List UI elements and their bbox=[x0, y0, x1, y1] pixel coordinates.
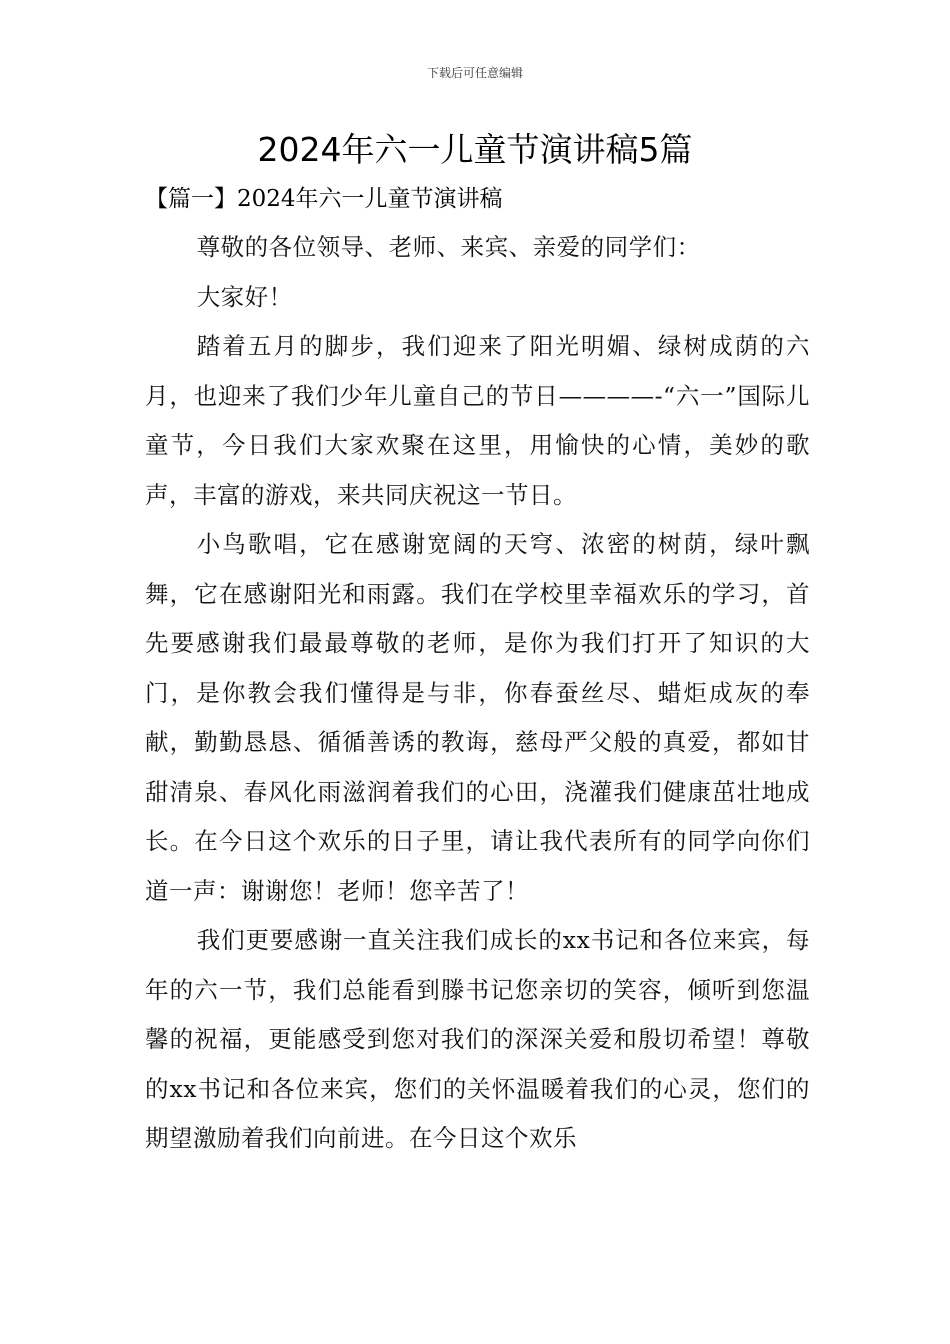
paragraph-greeting: 大家好！ bbox=[196, 282, 293, 311]
paragraph-thanks-guests: 我们更要感谢一直关注我们成长的xx书记和各位来宾，每年的六一节，我们总能看到滕书记您亲切的笑容，倾听到您温馨的祝福，更能感受到您对我们的深深关爱和殷切希望！尊敬的xx书记和各位来宾，您们的关怀温暖着我们的心灵，您们的期望激励着我们向前进。在今日这个欢乐 bbox=[145, 926, 810, 1152]
section-heading: 【篇一】2024年六一儿童节演讲稿 bbox=[145, 186, 503, 212]
paragraph-intro: 踏着五月的脚步，我们迎来了阳光明媚、绿树成荫的六月，也迎来了我们少年儿童自己的节日————-“六一”国际儿童节，今日我们大家欢聚在这里，用愉快的心情，美妙的歌声，丰富的游戏，来共同庆祝这一节日。 bbox=[145, 332, 810, 509]
paragraph-salutation: 尊敬的各位领导、老师、来宾、亲爱的同学们： bbox=[196, 233, 701, 261]
page-header-note: 下载后可任意编辑 bbox=[426, 66, 523, 80]
document-body bbox=[145, 223, 810, 1164]
document-title: 2024年六一儿童节演讲稿5篇 bbox=[257, 130, 693, 169]
paragraph-thanks-teachers: 小鸟歌唱，它在感谢宽阔的天穹、浓密的树荫，绿叶飘舞，它在感谢阳光和雨露。我们在学校里幸福欢乐的学习，首先要感谢我们最最尊敬的老师，是你为我们打开了知识的大门，是你教会我们懂得是与非，你春蚕丝尽、蜡炬成灰的奉献，勤勤恳恳、循循善诱的教诲，慈母严父般的真爱，都如甘甜清泉、春风化雨滋润着我们的心田，浇灌我们健康茁壮地成长。在今日这个欢乐的日子里，请让我代表所有的同学向你们道一声：谢谢您！老师！您辛苦了！ bbox=[145, 530, 810, 905]
